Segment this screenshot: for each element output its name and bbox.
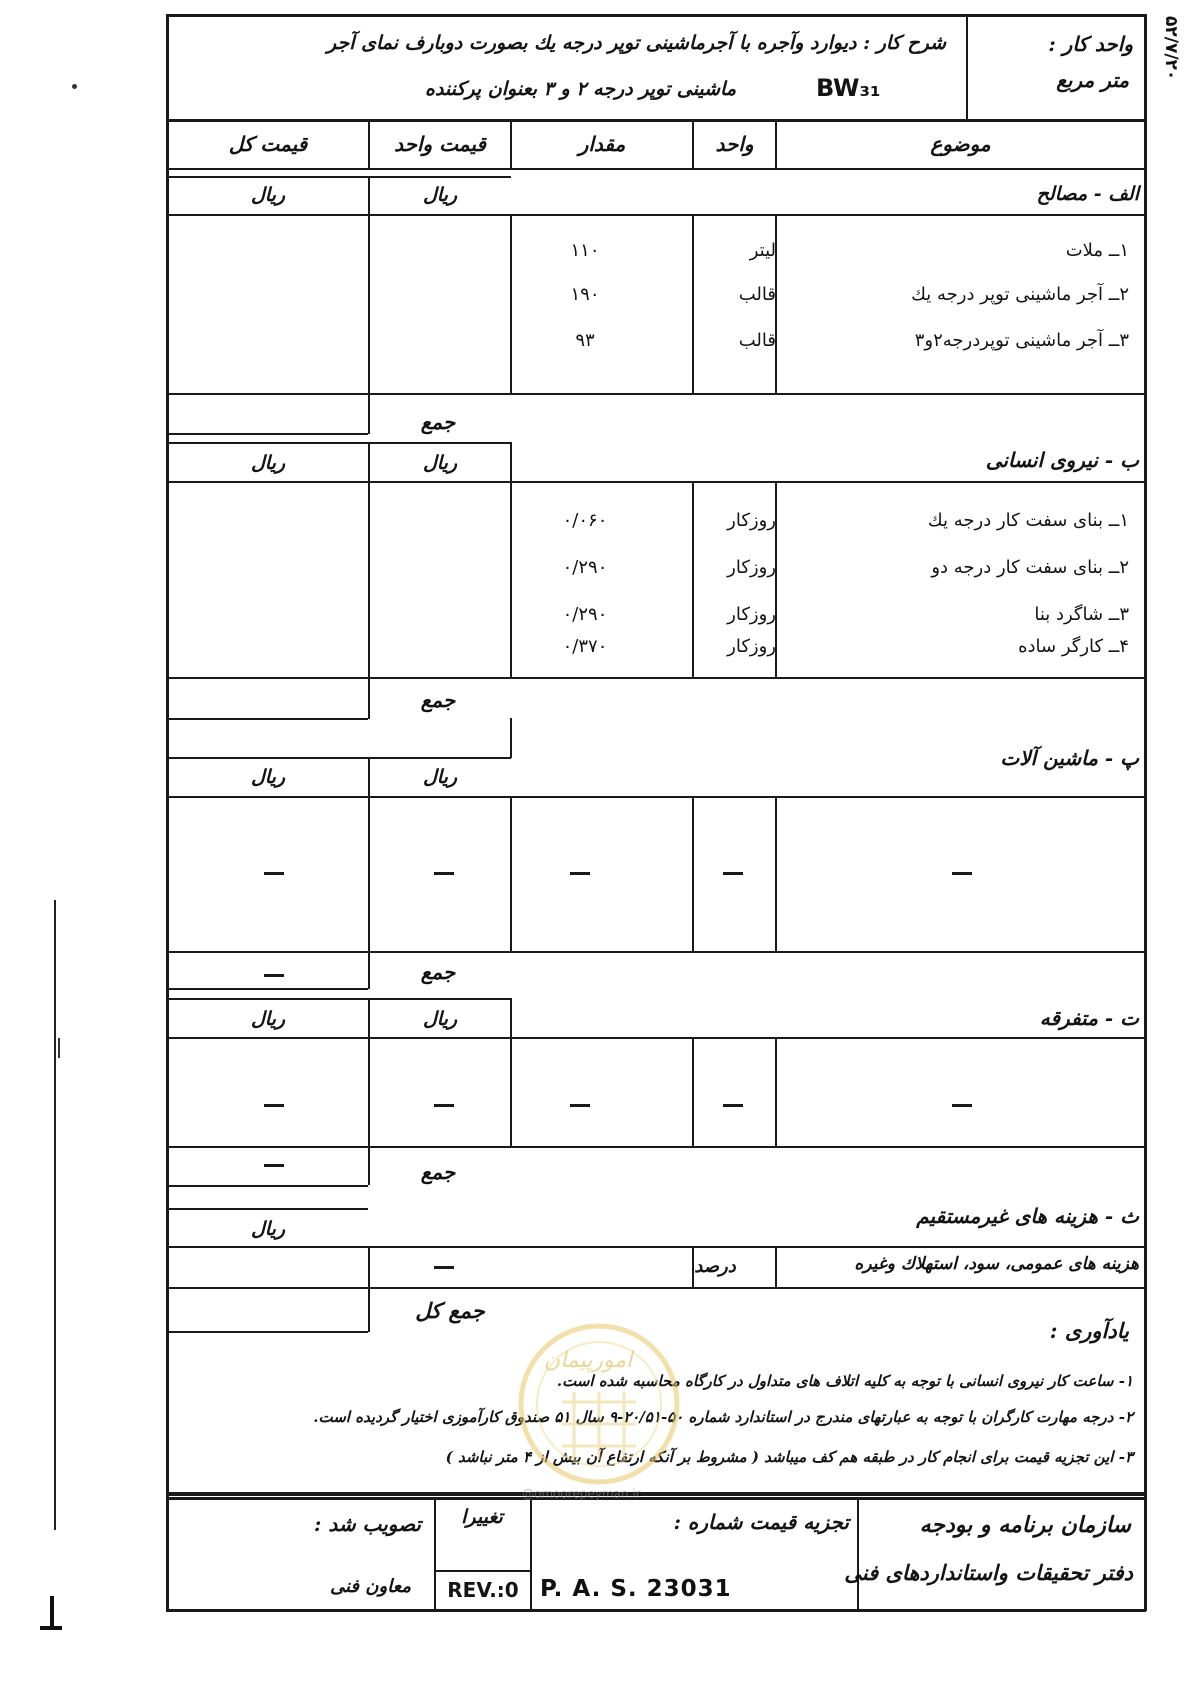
currency-label: ریال: [422, 1008, 458, 1030]
machinery-sum-label: جمع: [420, 960, 456, 984]
labor-subject: ۱ــ بنای سفت کار درجه یك: [927, 510, 1129, 531]
empty-value-dash: [264, 974, 284, 977]
approver-title: معاون فنی: [329, 1576, 411, 1597]
currency-label: ریال: [250, 1218, 286, 1240]
org-name: سازمان برنامه و بودجه: [919, 1512, 1131, 1538]
empty-value-dash: [570, 872, 590, 875]
labor-unit: روزکار: [727, 604, 776, 625]
empty-value-dash: [952, 872, 972, 875]
empty-value-dash: [264, 872, 284, 875]
watermark-url: @omoorepeyman.ir: [522, 1487, 641, 1501]
org-department: دفتر تحقیقات واستانداردهای فنی: [844, 1560, 1133, 1585]
col-quantity: مقدار: [578, 132, 626, 156]
currency-label: ریال: [422, 184, 458, 206]
material-qty: ۹۳: [575, 330, 595, 351]
materials-sum-label: جمع: [420, 410, 456, 434]
scan-artifact: [50, 1596, 54, 1630]
change-label: تغییرا: [461, 1506, 503, 1528]
labor-unit: روزکار: [727, 636, 776, 657]
empty-value-dash: [434, 1266, 454, 1269]
material-unit: قالب: [738, 284, 776, 305]
material-qty: ۱۱۰: [570, 240, 600, 261]
grand-total-label: جمع کل: [415, 1298, 485, 1323]
section-materials-title: الف - مصالح: [1036, 183, 1139, 205]
col-subject: موضوع: [930, 132, 991, 156]
watermark-logo: [504, 1312, 694, 1512]
analysis-number: P. A. S. 23031: [540, 1576, 732, 1602]
indirect-percent-unit: درصد: [694, 1256, 736, 1277]
empty-value-dash: [264, 1164, 284, 1167]
labor-qty: ۰/۲۹۰: [562, 604, 608, 625]
currency-label: ریال: [250, 1008, 286, 1030]
empty-value-dash: [570, 1104, 590, 1107]
misc-sum-label: جمع: [420, 1160, 456, 1184]
labor-unit: روزکار: [727, 510, 776, 531]
work-description-line1: شرح کار : دیوارد وآجره با آجرماشینی توپر درجه یك بصورت دوبارف نمای آجر: [327, 32, 946, 54]
empty-value-dash: [434, 1104, 454, 1107]
currency-label: ریال: [422, 452, 458, 474]
section-misc-title: ت - متفرقه: [1039, 1006, 1139, 1030]
material-subject: ۱ــ ملات: [1065, 240, 1129, 261]
empty-value-dash: [723, 1104, 743, 1107]
material-subject: ۲ــ آجر ماشینی توپر درجه یك: [911, 284, 1129, 305]
watermark-text: امورپیمان: [544, 1348, 633, 1373]
currency-label: ریال: [250, 184, 286, 206]
labor-subject: ۳ــ شاگرد بنا: [1034, 604, 1129, 625]
empty-value-dash: [264, 1104, 284, 1107]
margin-date-note: ۵۲/۷/۲۰: [1161, 16, 1181, 81]
labor-qty: ۰/۰۶۰: [562, 510, 608, 531]
col-total-price: قیمت کل: [228, 132, 308, 156]
labor-unit: روزکار: [727, 557, 776, 578]
scan-artifact: [58, 1038, 60, 1058]
labor-subject: ۲ــ بنای سفت کار درجه دو: [931, 557, 1129, 578]
work-unit-value: متر مربع: [1056, 68, 1129, 92]
work-code: BW₃₁: [816, 74, 881, 102]
indirect-cost-label: هزینه های عمومی، سود، استهلاك وغیره: [854, 1254, 1139, 1274]
currency-label: ریال: [250, 452, 286, 474]
empty-value-dash: [723, 872, 743, 875]
currency-label: ریال: [422, 766, 458, 788]
scan-artifact: [72, 84, 77, 89]
material-unit: قالب: [738, 330, 776, 351]
note-1: ۱- ساعت کار نیروی انسانی با توجه به کلیه اتلاف های متداول در کارگاه محاسبه شده است.: [556, 1372, 1133, 1390]
material-qty: ۱۹۰: [570, 284, 600, 305]
analysis-number-label: تجزیه قیمت شماره :: [673, 1510, 849, 1534]
col-unit-price: قیمت واحد: [394, 132, 486, 156]
work-unit-label: واحد کار :: [1048, 32, 1133, 56]
currency-label: ریال: [250, 766, 286, 788]
approved-label: تصویب شد :: [313, 1512, 421, 1536]
labor-qty: ۰/۲۹۰: [562, 557, 608, 578]
section-indirect-title: ث - هزینه های غیرمستقیم: [916, 1204, 1139, 1228]
col-unit: واحد: [715, 132, 754, 156]
material-subject: ۳ــ آجر ماشینی توپردرجه۲و۳: [914, 330, 1129, 351]
labor-sum-label: جمع: [420, 688, 456, 712]
scan-artifact: [54, 900, 56, 1530]
material-unit: لیتر: [749, 240, 776, 261]
section-labor-title: ب - نیروی انسانی: [985, 448, 1139, 472]
work-description-line2: ماشینی توپر درجه ۲ و ۳ بعنوان پرکننده: [424, 78, 736, 100]
labor-qty: ۰/۳۷۰: [562, 636, 608, 657]
labor-subject: ۴ــ کارگر ساده: [1018, 636, 1129, 657]
empty-value-dash: [952, 1104, 972, 1107]
revision-number: REV.:0: [447, 1578, 519, 1602]
section-machinery-title: پ - ماشین آلات: [1000, 746, 1139, 770]
empty-value-dash: [434, 872, 454, 875]
note-2: ۲- درجه مهارت کارگران با توجه به عبارتهای مندرج در استاندارد شماره ۵۰-۲۰/۵۱-۹ سال ۵۱ صندوق کارآموزی اختیار گردیده است.: [313, 1408, 1133, 1426]
notes-title: یادآوری :: [1049, 1318, 1129, 1343]
note-3: ۳- این تجزیه قیمت برای انجام کار در طبقه هم کف میباشد ( مشروط بر آنکه ارتفاع آن بیش از ۴ متر نباشد ): [445, 1448, 1133, 1466]
